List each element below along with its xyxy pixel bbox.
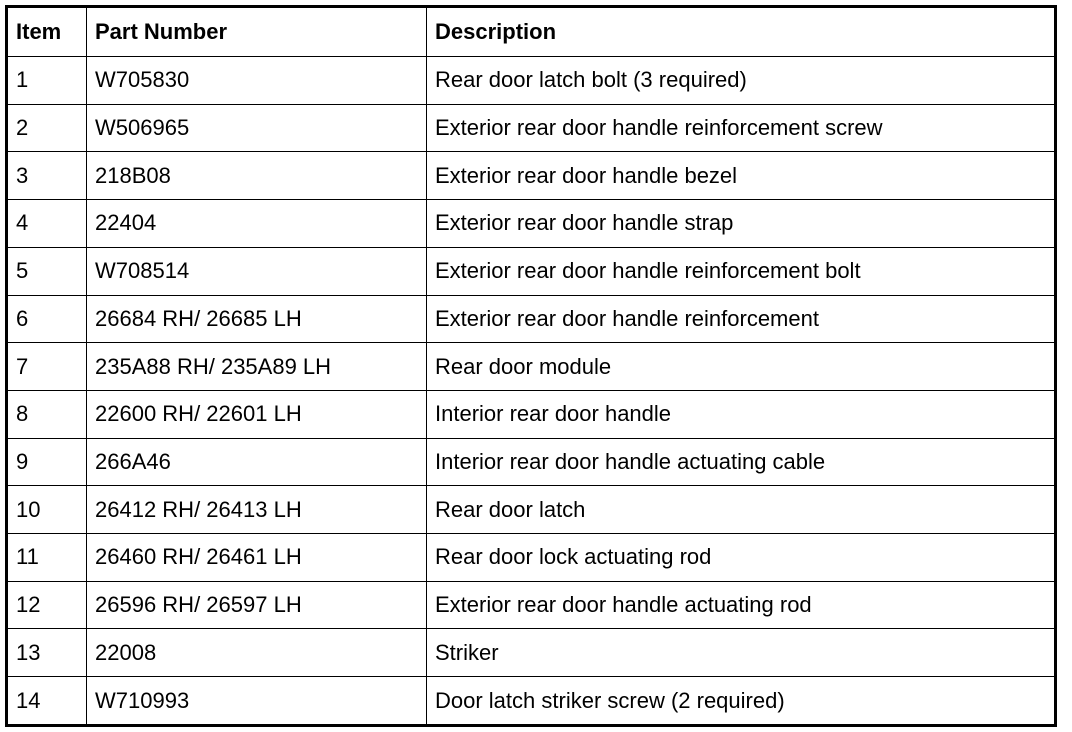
cell-item: 1	[7, 57, 87, 105]
cell-description: Exterior rear door handle reinforcement screw	[427, 104, 1056, 152]
cell-item: 7	[7, 343, 87, 391]
table-row	[7, 390, 1056, 438]
cell-part-number: 26596 RH/ 26597 LH	[87, 581, 427, 629]
cell-part-number: 266A46	[87, 438, 427, 486]
table-body	[7, 57, 1056, 726]
cell-description: Rear door lock actuating rod	[427, 534, 1056, 582]
cell-description: Door latch striker screw (2 required)	[427, 677, 1056, 726]
cell-part-number: W708514	[87, 247, 427, 295]
cell-description: Exterior rear door handle bezel	[427, 152, 1056, 200]
cell-item: 8	[7, 390, 87, 438]
cell-part-number: W506965	[87, 104, 427, 152]
table-row	[7, 534, 1056, 582]
cell-part-number: W705830	[87, 57, 427, 105]
table-row	[7, 629, 1056, 677]
table-row	[7, 343, 1056, 391]
header-row	[7, 7, 1056, 57]
parts-table	[5, 5, 1057, 727]
cell-part-number: 22404	[87, 200, 427, 248]
table-row	[7, 57, 1056, 105]
table-row	[7, 581, 1056, 629]
table-row	[7, 247, 1056, 295]
cell-description: Rear door latch bolt (3 required)	[427, 57, 1056, 105]
cell-item: 13	[7, 629, 87, 677]
cell-item: 6	[7, 295, 87, 343]
cell-item: 12	[7, 581, 87, 629]
table-header	[7, 7, 1056, 57]
cell-description: Rear door latch	[427, 486, 1056, 534]
table-row	[7, 200, 1056, 248]
cell-part-number: 26684 RH/ 26685 LH	[87, 295, 427, 343]
cell-part-number: 218B08	[87, 152, 427, 200]
cell-description: Exterior rear door handle actuating rod	[427, 581, 1056, 629]
cell-part-number: W710993	[87, 677, 427, 726]
cell-item: 5	[7, 247, 87, 295]
table-row	[7, 677, 1056, 726]
cell-item: 2	[7, 104, 87, 152]
cell-part-number: 26412 RH/ 26413 LH	[87, 486, 427, 534]
cell-item: 9	[7, 438, 87, 486]
cell-description: Interior rear door handle	[427, 390, 1056, 438]
cell-item: 10	[7, 486, 87, 534]
cell-item: 3	[7, 152, 87, 200]
header-part-number: Part Number	[87, 7, 427, 57]
table-row	[7, 104, 1056, 152]
cell-part-number: 235A88 RH/ 235A89 LH	[87, 343, 427, 391]
cell-part-number: 26460 RH/ 26461 LH	[87, 534, 427, 582]
table-row	[7, 295, 1056, 343]
header-item: Item	[7, 7, 87, 57]
cell-description: Rear door module	[427, 343, 1056, 391]
cell-item: 4	[7, 200, 87, 248]
cell-description: Exterior rear door handle strap	[427, 200, 1056, 248]
cell-part-number: 22008	[87, 629, 427, 677]
header-description: Description	[427, 7, 1056, 57]
cell-item: 14	[7, 677, 87, 726]
table-row	[7, 486, 1056, 534]
cell-item: 11	[7, 534, 87, 582]
cell-description: Exterior rear door handle reinforcement	[427, 295, 1056, 343]
table-row	[7, 152, 1056, 200]
cell-description: Striker	[427, 629, 1056, 677]
cell-description: Exterior rear door handle reinforcement bolt	[427, 247, 1056, 295]
table-row	[7, 438, 1056, 486]
cell-description: Interior rear door handle actuating cable	[427, 438, 1056, 486]
cell-part-number: 22600 RH/ 22601 LH	[87, 390, 427, 438]
